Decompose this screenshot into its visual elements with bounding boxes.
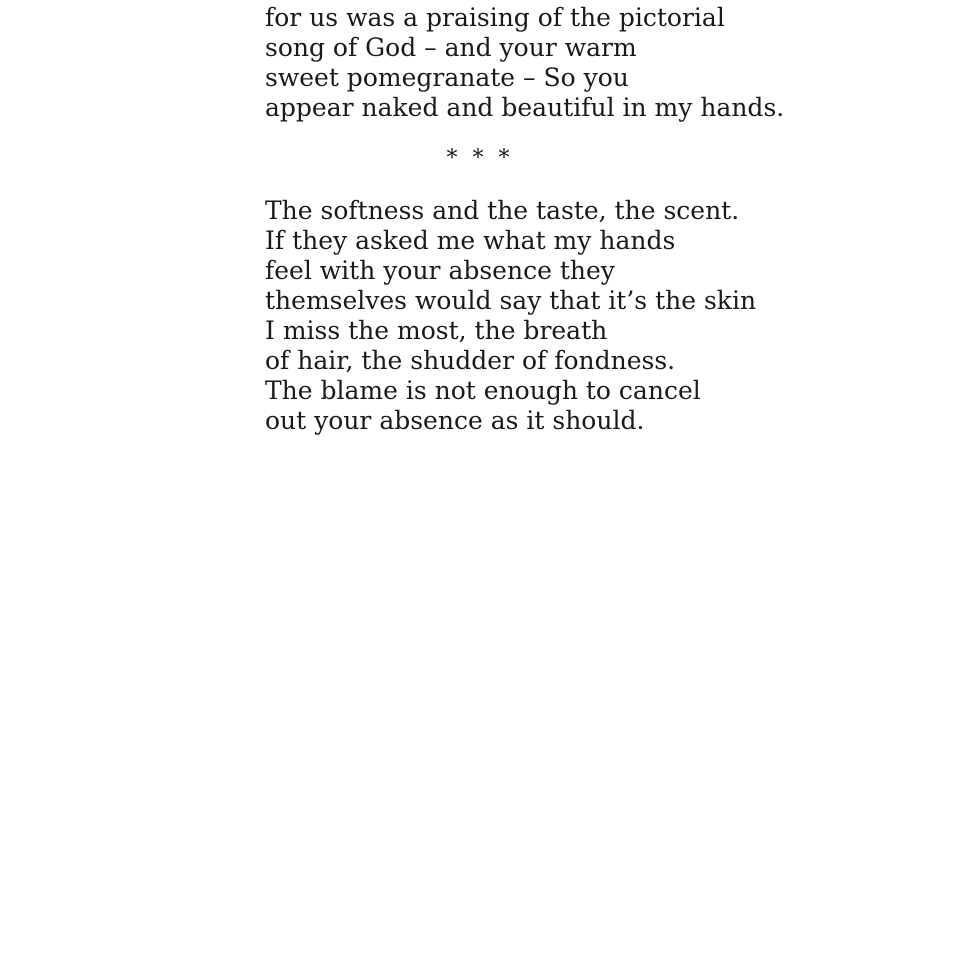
poem-stanza-2 (265, 196, 756, 436)
poem-line: sweet pomegranate – So you (265, 63, 629, 92)
poem-line: for us was a praising of the pictorial (265, 3, 725, 32)
section-separator: * * * (446, 146, 514, 171)
poem-line: If they asked me what my hands (265, 226, 676, 255)
poem-stanza-1 (265, 3, 784, 123)
poem-line: appear naked and beautiful in my hands. (265, 93, 785, 122)
poem-line: out your absence as it should. (265, 406, 645, 435)
poem-line: song of God – and your warm (265, 33, 637, 62)
poem-line: The blame is not enough to cancel (265, 376, 701, 405)
poem-line: of hair, the shudder of fondness. (265, 346, 676, 375)
poem-line: I miss the most, the breath (265, 316, 608, 345)
poem-line: feel with your absence they (265, 256, 615, 285)
poem-line: themselves would say that it’s the skin (265, 286, 757, 315)
poem-line: The softness and the taste, the scent. (265, 196, 740, 225)
